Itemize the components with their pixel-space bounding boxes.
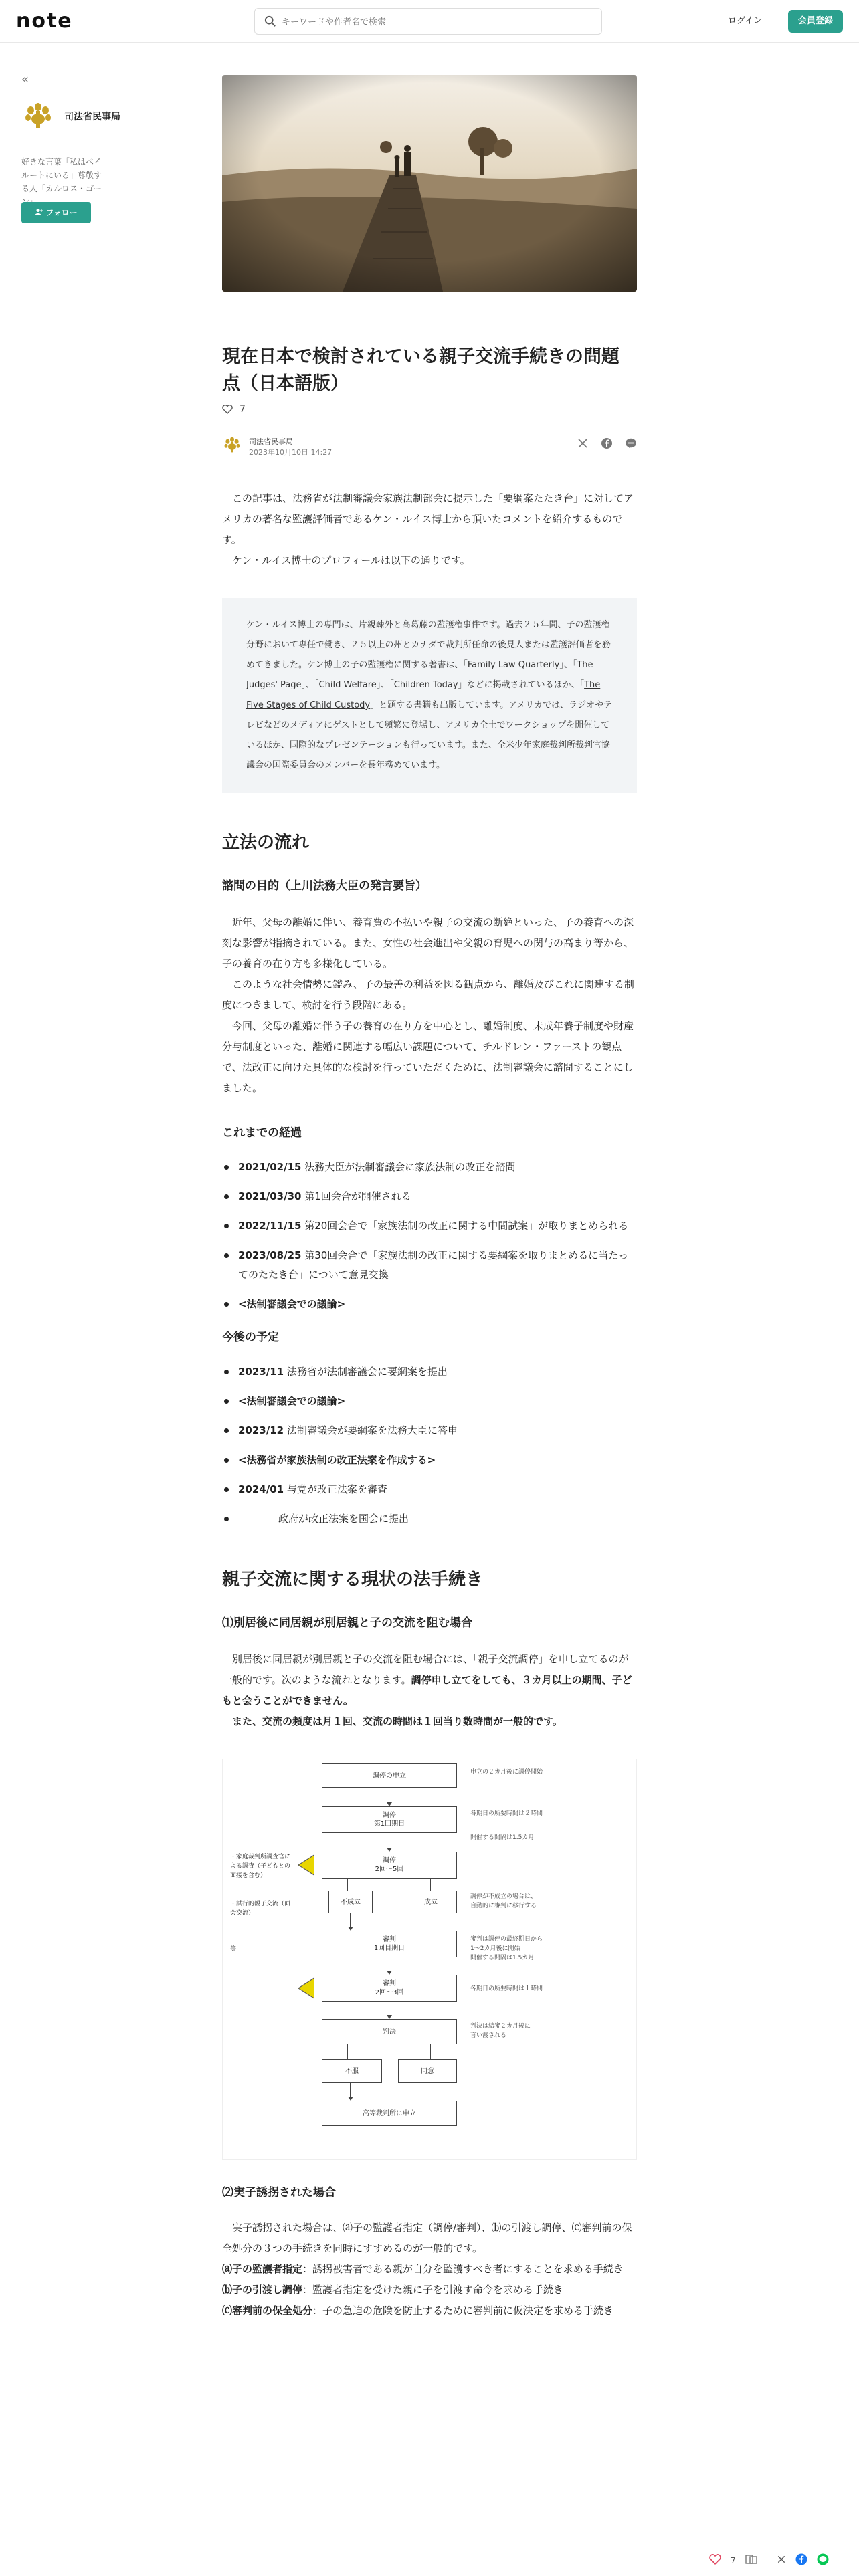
flow-note: 調停が不成立の場合は、 自動的に審判に移行する xyxy=(470,1893,537,1909)
flow-node: 高等裁判所に申立 xyxy=(322,2101,457,2126)
quote-text-2: 」と題する書籍も出版しています。アメリカでは、ラジオやテレビなどのメディアにゲストとして頻繁に登場し、アメリカ全土でワークショップを開催しているほか、国際的なプレゼンテーションも行っています。また、全米少年家庭裁判所裁判官協議会の国際委員会のメンバーを長年務めています。 xyxy=(246,700,613,770)
heading-abduction-case: ⑵実子誘拐された場合 xyxy=(222,2186,336,2199)
login-link[interactable]: ログイン xyxy=(728,16,763,26)
share-icons xyxy=(577,437,637,449)
like-count: 7 xyxy=(240,404,246,415)
yellow-arrow-icon xyxy=(299,1856,314,1874)
follow-button[interactable] xyxy=(21,202,91,223)
flow-note: 各期日の所要時間は２時間 xyxy=(470,1810,543,1817)
purpose-paragraph-2: このような社会情勢に鑑み、子の最善の利益を図る観点から、離婚及びこれに関連する制度につきまして、検討を行う段階にある。 xyxy=(222,978,634,1011)
list-item: 政府が改正法案を国会に提出 xyxy=(222,1509,637,1529)
x-share-icon[interactable] xyxy=(777,2555,786,2566)
list-item: 2024/01 与党が改正法案を審査 xyxy=(222,1480,637,1499)
bottom-like-count: 7 xyxy=(731,2555,736,2565)
top-header xyxy=(0,0,859,43)
purpose-paragraph-1: 近年、父母の離婚に伴い、養育費の不払いや親子の交流の断絶といった、子の養育への深刻な影響が指摘されている。また、女性の社会進出や父親の育児への関与の高まり等から、子の養育の在り方も多様化している。 xyxy=(222,916,634,970)
heading-history: これまでの経過 xyxy=(222,1126,302,1140)
flow-node: 判決 xyxy=(322,2019,457,2044)
like-button[interactable] xyxy=(709,2554,721,2567)
flow-node: 審判 2回〜3回 xyxy=(322,1975,457,2002)
lead-paragraph-2: ケン・ルイス博士のプロフィールは以下の通りです。 xyxy=(222,554,470,566)
sidebar-author-name[interactable]: 司法省民事局 xyxy=(64,112,120,122)
separation-paragraph: 別居後に同居親が別居親と子の交流を阻む場合には、「親子交流調停」を申し立てるのが一般的です。次のような流れとなります。調停申し立てをしても、３カ月以上の期間、子どもと会うことができません。 また、交流の頻度は月１回、交流の時間は１回当り数時間が一般的です。 xyxy=(222,1653,632,1727)
heading-separation-case: ⑴別居後に同居親が別居親と子の交流を阻む場合 xyxy=(222,1616,472,1630)
abduction-item-c: ⒞審判前の保全処分：子の急迫の危険を防止するために審判前に仮決定を求める手続き xyxy=(222,2304,614,2317)
list-item: <法制審議会での議論> xyxy=(222,1392,637,1411)
note-logo[interactable]: note xyxy=(16,9,73,33)
list-item: 2021/03/30 第1回会合が開催される xyxy=(222,1187,637,1206)
facebook-share-icon[interactable] xyxy=(601,437,613,449)
purpose-paragraph-3: 今回、父母の離婚に伴う子の養育の在り方を中心とし、離婚制度、未成年養子制度や財産分与制度といった、離婚に関連する幅広い課題について、チルドレン・ファーストの観点で、法改正に向けた具体的な検討を行っていただくために、法制審議会に諮問することにしました。 xyxy=(222,1020,634,1094)
future-list xyxy=(222,1362,637,1529)
list-item: 2022/11/15 第20回会合で「家族法制の改正に関する中間試案」が取りまとめられる xyxy=(222,1216,637,1236)
floating-action-bar xyxy=(709,2553,829,2567)
quote-text-1: ケン・ルイス博士の専門は、片親疎外と高葛藤の監護権事件です。過去２５年間、子の監護権分野において専任で働き、２５以上の州とカナダで裁判所任命の後見人または監護評価者を務めてきました。ケン博士の子の監護権に関する著書は、「Family Law Quarterly」、「The Judges' Page」、「Child Welfare」、「Children Today」などに掲載されているほか、「 xyxy=(246,620,611,690)
x-share-icon[interactable] xyxy=(577,437,589,449)
heading-consultation-purpose: 諮問の目的（上川法務大臣の発言要旨） xyxy=(222,879,427,893)
author-row xyxy=(222,431,637,460)
line-share-icon[interactable] xyxy=(625,437,637,449)
line-share-icon[interactable] xyxy=(817,2553,829,2567)
like-row xyxy=(222,404,637,419)
author-avatar-small[interactable] xyxy=(222,435,242,455)
flow-note: 各期日の所要時間は１時間 xyxy=(470,1985,543,1992)
abduction-item-b: ⒝子の引渡し調停：監護者指定を受けた親に子を引渡す命令を求める手続き xyxy=(222,2284,564,2296)
list-item: <法務省が家族法制の改正法案を作成する> xyxy=(222,1451,637,1470)
author-name[interactable]: 司法省民事局 xyxy=(249,437,293,446)
abduction-paragraph: 実子誘拐された場合は、⒜子の監護者指定（調停/審判）、⒝の引渡し調停、⒞審判前の保全処分の３つの手続きを同時にすすめるのが一般的です。 xyxy=(222,2222,632,2254)
abduction-item-a: ⒜子の監護者指定：誘拐被害者である親が自分を監護すべき者にすることを求める手続き xyxy=(222,2263,624,2275)
book-link[interactable]: The Five Stages of Child Custody xyxy=(246,680,601,710)
history-list xyxy=(222,1158,637,1314)
flow-node: 成立 xyxy=(405,1891,457,1913)
magazine-icon[interactable] xyxy=(745,2554,757,2567)
list-item: <法制審議会での議論> xyxy=(222,1295,637,1314)
collapse-sidebar-icon[interactable]: « xyxy=(21,72,29,86)
search-icon xyxy=(264,15,276,27)
list-item: 2023/11 法務省が法制審議会に要綱案を提出 xyxy=(222,1362,637,1382)
flow-node: 審判 1回目期日 xyxy=(322,1931,457,1957)
publish-date: 2023年10月10日 14:27 xyxy=(249,448,332,457)
hero-image xyxy=(222,75,637,292)
flow-note: 申立の２カ月後に調停開始 xyxy=(470,1769,543,1776)
flow-note: 開催する間隔は1.5カ月 xyxy=(470,1834,535,1841)
lead-section xyxy=(222,488,637,571)
follow-label: フォロー xyxy=(45,208,78,217)
purpose-section xyxy=(222,912,637,1099)
list-item: 2023/12 法制審議会が要綱案を法務大臣に答申 xyxy=(222,1421,637,1440)
flow-node: 不服 xyxy=(322,2059,382,2083)
flow-node: 調停の申立 xyxy=(322,1763,457,1788)
list-item: 2021/02/15 法務大臣が法制審議会に家族法制の改正を諮問 xyxy=(222,1158,637,1177)
flow-node: 調停 2回〜5回 xyxy=(322,1852,457,1879)
article-title: 現在日本で検討されている親子交流手続きの問題点（日本語版） xyxy=(222,346,619,394)
sidebar-author-bio: 好きな言葉「私はベイルートにいる」尊敬する人「カルロス・ゴー xyxy=(21,157,102,193)
flow-side-panel: ・家庭裁判所調査官による調査（子どもとの面接を含む） ・試行的親子交流（面会交流） 等 xyxy=(227,1848,296,2016)
signup-button[interactable]: 会員登録 xyxy=(788,10,843,33)
flow-node: 調停 第1回期日 xyxy=(322,1806,457,1833)
procedure-flowchart xyxy=(222,1759,637,2160)
search-input[interactable] xyxy=(282,14,589,30)
heading-legislation-flow: 立法の流れ xyxy=(222,833,310,853)
author-avatar[interactable] xyxy=(21,99,55,132)
list-item: 2023/08/25 第30回会合で「家族法制の改正に関する要綱案を取りまとめるに当たってのたたき台」について意見交換 xyxy=(222,1246,637,1285)
facebook-share-icon[interactable] xyxy=(795,2553,807,2567)
heart-icon[interactable] xyxy=(222,405,233,414)
flow-node: 不成立 xyxy=(328,1891,373,1913)
profile-quote xyxy=(222,598,637,793)
follow-user-icon xyxy=(35,208,43,216)
flow-note: 判決は結審２カ月後に 言い渡される xyxy=(470,2023,531,2039)
lead-paragraph-1: この記事は、法務省が法制審議会家族法制部会に提示した「要綱案たたき台」に対してアメリカの著名な監護評価者であるケン・ルイス博士から頂いたコメントを紹介するものです。 xyxy=(222,492,634,546)
flow-note: 審判は調停の最終期日から 1〜2カ月後に開始 開催する間隔は1.5カ月 xyxy=(470,1936,543,1961)
heading-current-procedure: 親子交流に関する現状の法手続き xyxy=(222,1570,484,1590)
flow-node: 同意 xyxy=(398,2059,457,2083)
yellow-arrow-icon xyxy=(299,1979,314,1998)
search-box[interactable] xyxy=(254,8,602,35)
article xyxy=(222,75,637,2321)
heading-future-plan: 今後の予定 xyxy=(222,1331,279,1344)
